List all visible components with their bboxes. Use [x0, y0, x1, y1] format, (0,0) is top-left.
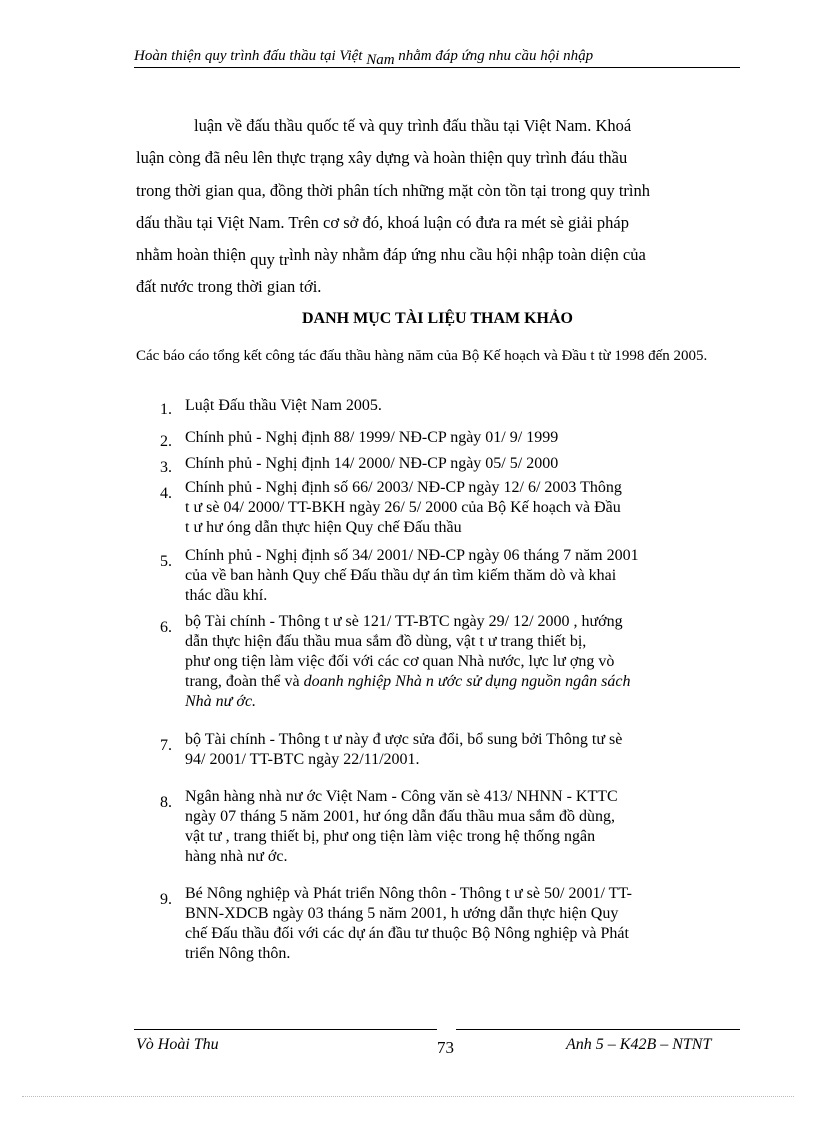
reference-number: 3. [160, 459, 172, 476]
para-line-5-start: nhằm hoàn thiện [136, 245, 246, 265]
header-text-after: nhằm đáp ứng nhu cầu hội nhập [398, 48, 594, 64]
para-line-5-sub: quy tr [250, 250, 290, 270]
header-text-before: Hoàn thiện quy trình đấu thầu tại Việt [134, 48, 363, 64]
reference-line: vật tư , trang thiết bị, phư ong tiện làm việc trong hệ thống ngân [185, 828, 596, 845]
reference-italic-tail: doanh nghiệp Nhà n ước sử dụng nguồn ngân sách [303, 673, 631, 690]
footer-rule-left [134, 1029, 437, 1030]
reference-line: Chính phủ - Nghị định 88/ 1999/ NĐ-CP ngày 01/ 9/ 1999 [185, 429, 559, 446]
reference-number: 6. [160, 619, 172, 636]
para-line-1: luận về đấu thầu quốc tế và quy trình đấu thầu tại Việt Nam. Khoá [194, 116, 632, 135]
reference-number: 5. [160, 553, 172, 570]
body-paragraph [136, 110, 739, 304]
reference-number: 8. [160, 794, 172, 811]
reference-line: chế Đấu thầu đối với các dự án đầu tư thuộc Bộ Nông nghiệp và Phát [185, 925, 629, 942]
reference-line: phư ong tiện làm việc đối với các cơ quan Nhà nước, lực lư ợng vò [185, 653, 615, 670]
reference-number: 7. [160, 737, 172, 754]
reference-line: hàng nhà nư ớc. [185, 848, 288, 865]
para-line-5 [136, 239, 739, 271]
reference-line: Ngân hàng nhà nư ớc Việt Nam - Công văn sè 413/ NHNN - KTTC [185, 788, 618, 805]
reference-line: thác dầu khí. [185, 587, 268, 604]
references-intro: Các báo cáo tổng kết công tác đấu thầu hàng năm của Bộ Kế hoạch và Đầu t từ 1998 đến 2005. [136, 348, 708, 364]
reference-line: của về ban hành Quy chế Đấu thầu dự án tìm kiếm thăm dò và khai [185, 567, 617, 584]
reference-line: t ư hư óng dẫn thực hiện Quy chế Đấu thầu [185, 519, 462, 536]
reference-number: 9. [160, 891, 172, 908]
reference-line-start: trang, đoàn thể và [185, 673, 304, 690]
reference-line: ngày 07 tháng 5 năm 2001, hư óng dẫn đấu thầu mua sắm đồ dùng, [185, 808, 615, 825]
footer-rule-right [456, 1029, 740, 1030]
reference-line-italic: Nhà nư ớc. [185, 693, 257, 710]
para-line-5-rest: ình này nhằm đáp ứng nhu cầu hội nhập toàn diện của [289, 245, 646, 265]
reference-line: dẫn thực hiện đấu thầu mua sắm đồ dùng, vật t ư trang thiết bị, [185, 633, 587, 650]
reference-line: bộ Tài chính - Thông t ư này đ ược sửa đổi, bổ sung bởi Thông tư sè [185, 731, 623, 748]
reference-line: Luật Đấu thầu Việt Nam 2005. [185, 397, 382, 414]
reference-number: 4. [160, 485, 172, 502]
running-header [134, 48, 740, 68]
para-line-2: luận còng đã nêu lên thực trạng xây dựng và hoàn thiện quy trình đáu thầu [136, 148, 628, 168]
reference-line: triển Nông thôn. [185, 945, 291, 962]
reference-line: Bé Nông nghiệp và Phát triển Nông thôn - Thông t ư sè 50/ 2001/ TT- [185, 885, 633, 902]
para-line-6: đất nước trong thời gian tới. [136, 277, 322, 297]
page-bottom-dotted-rule [22, 1096, 794, 1097]
header-text-nam: Nam [366, 52, 395, 68]
page-number: 73 [437, 1038, 454, 1057]
reference-line: Chính phủ - Nghị định 14/ 2000/ NĐ-CP ngày 05/ 5/ 2000 [185, 455, 559, 472]
reference-number: 1. [160, 401, 172, 418]
reference-line: Chính phủ - Nghị định số 66/ 2003/ NĐ-CP ngày 12/ 6/ 2003 Thông [185, 479, 622, 496]
reference-line: bộ Tài chính - Thông t ư sè 121/ TT-BTC ngày 29/ 12/ 2000 , hướng [185, 613, 623, 630]
reference-line: Chính phủ - Nghị định số 34/ 2001/ NĐ-CP ngày 06 tháng 7 năm 2001 [185, 547, 639, 564]
footer-class: Anh 5 – K42B – NTNT [566, 1036, 712, 1053]
reference-number: 2. [160, 433, 172, 450]
references-title: DANH MỤC TÀI LIỆU THAM KHẢO [302, 310, 573, 327]
reference-line: t ư sè 04/ 2000/ TT-BKH ngày 26/ 5/ 2000 của Bộ Kế hoạch và Đầu [185, 499, 621, 516]
para-line-4: dấu thầu tại Việt Nam. Trên cơ sở đó, khoá luận có đưa ra mét sè giải pháp [136, 212, 629, 232]
reference-line: BNN-XDCB ngày 03 tháng 5 năm 2001, h ướng dẫn thực hiện Quy [185, 905, 619, 922]
footer-author: Vò Hoài Thu [136, 1036, 219, 1053]
para-line-3: trong thời gian qua, đồng thời phân tích những mặt còn tồn tại trong quy trình [136, 180, 650, 200]
reference-line [185, 672, 740, 692]
reference-line: 94/ 2001/ TT-BTC ngày 22/11/2001. [185, 751, 420, 768]
